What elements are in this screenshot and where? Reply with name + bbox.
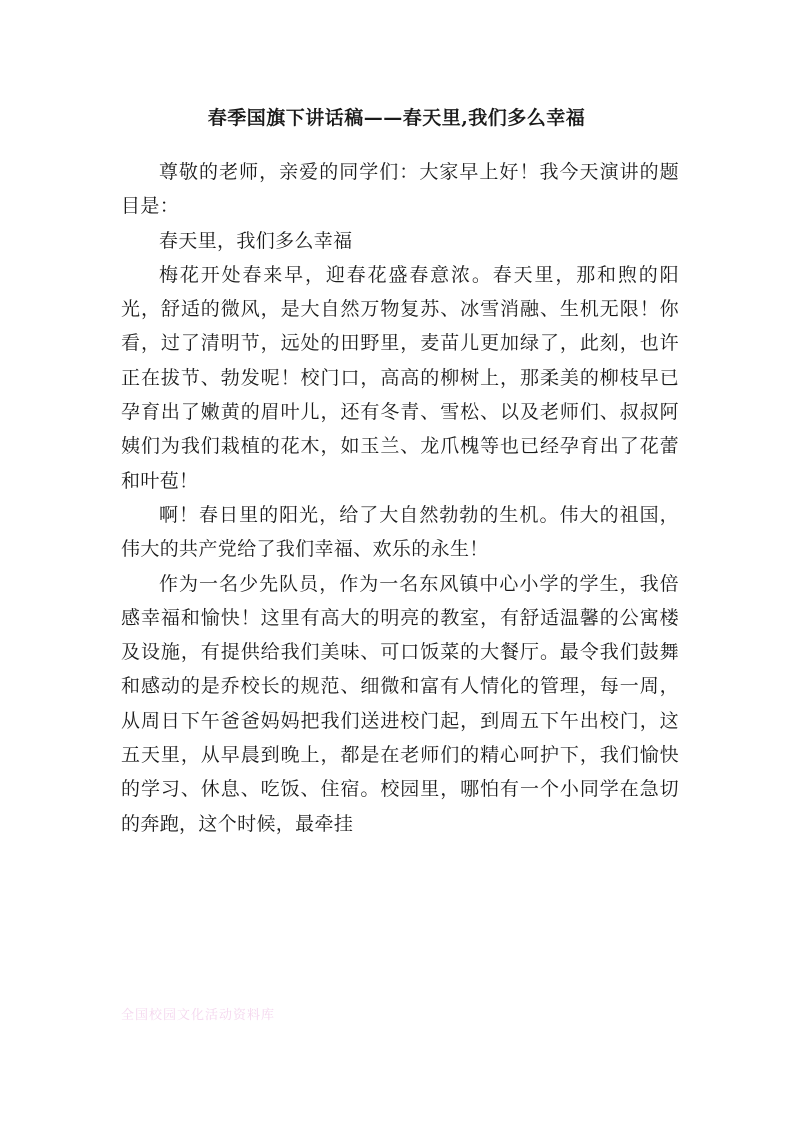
paragraph-topic: 春天里，我们多么幸福 <box>159 229 353 252</box>
paragraph-sunshine: 啊！春日里的阳光，给了大自然勃勃的生机。伟大的祖国，伟大的共产党给了我们幸福、欢乐的永生！ <box>121 503 679 561</box>
paragraph-spring-scenery: 梅花开处春来早，迎春花盛春意浓。春天里，那和煦的阳光，舒适的微风，是大自然万物复苏、冰雪消融、生机无限！你看，过了清明节，远处的田野里，麦苗儿更加绿了，此刻，也许正在拔节、勃发呢！校门口，高高的柳树上，那柔美的柳枝早已孕育出了嫩黄的眉叶儿，还有冬青、雪松、以及老师们、叔叔阿姨们为我们栽植的花木，如玉兰、龙爪槐等也已经孕育出了花蕾和叶苞！ <box>121 263 679 492</box>
footer-watermark: 全国校园文化活动资料库 <box>121 1008 276 1023</box>
document-body <box>121 155 679 841</box>
document-title: 春季国旗下讲话稿——春天里,我们多么幸福 <box>207 107 586 129</box>
paragraph-greeting: 尊敬的老师，亲爱的同学们：大家早上好！我今天演讲的题目是： <box>121 161 679 218</box>
paragraph-school-life: 作为一名少先队员，作为一名东风镇中心小学的学生，我倍感幸福和愉快！这里有高大的明亮的教室，有舒适温馨的公寓楼及设施，有提供给我们美味、可口饭菜的大餐厅。最令我们鼓舞和感动的是乔校长的规范、细微和富有人情化的管理，每一周，从周日下午爸爸妈妈把我们送进校门起，到周五下午出校门，这五天里，从早晨到晚上，都是在老师们的精心呵护下，我们愉快的学习、休息、吃饭、住宿。校园里，哪怕有一个小同学在急切的奔跑，这个时候，最牵挂 <box>121 572 679 835</box>
